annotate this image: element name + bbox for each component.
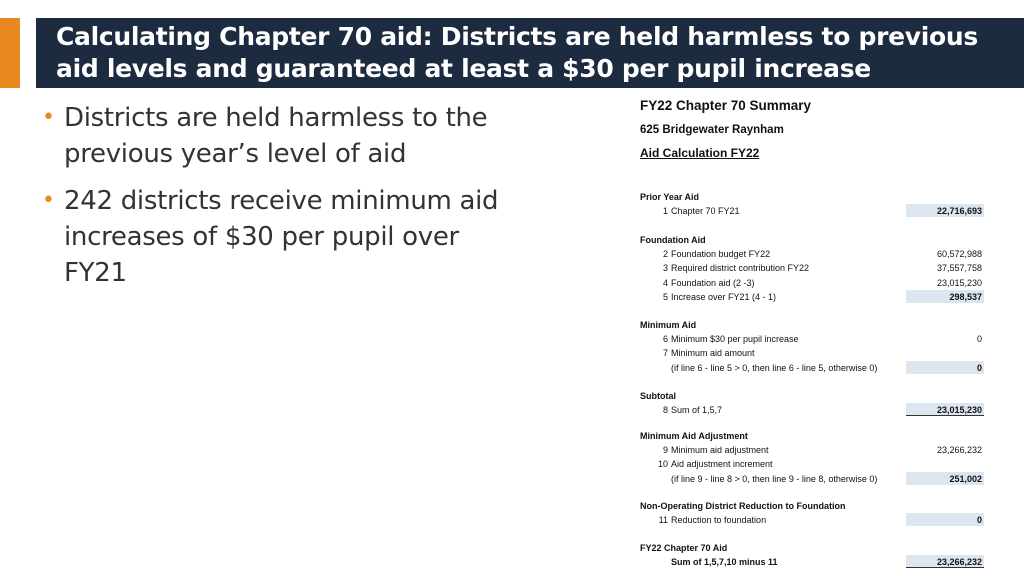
table-row (640, 346, 990, 360)
line-label: Aid adjustment increment (671, 459, 773, 470)
section-subtotal (640, 389, 990, 417)
line-number: 3 (662, 263, 668, 274)
line-value: 0 (906, 361, 984, 374)
district-name: 625 Bridgewater Raynham (640, 124, 784, 136)
table-row (640, 247, 990, 261)
table-row (640, 403, 990, 417)
accent-bar (0, 18, 20, 88)
line-number: 10 (657, 459, 668, 470)
section-prior-year (640, 190, 990, 218)
table-row (640, 443, 990, 457)
table-row (640, 513, 990, 527)
section-heading: Subtotal (640, 391, 676, 401)
line-value: 298,537 (906, 290, 984, 303)
bullet-dot-icon: • (42, 188, 55, 213)
line-value: 23,015,230 (936, 277, 982, 288)
line-number: 7 (662, 348, 668, 359)
line-number: 8 (662, 405, 668, 416)
table-row (640, 204, 990, 218)
line-value: 37,557,758 (936, 263, 982, 274)
section-heading: Minimum Aid Adjustment (640, 431, 748, 441)
chapter70-summary-table (640, 96, 990, 568)
line-value: 60,572,988 (936, 249, 982, 260)
table-row (640, 290, 990, 304)
section-minimum-aid-adjustment (640, 429, 990, 486)
line-number: 4 (662, 277, 668, 288)
line-note: (if line 9 - line 8 > 0, then line 9 - line 8, otherwise 0) (671, 473, 878, 484)
bullet-dot-icon: • (42, 105, 55, 130)
line-number: 1 (662, 206, 668, 217)
line-number: 11 (658, 515, 668, 526)
section-heading: Minimum Aid (640, 320, 697, 330)
line-label: Increase over FY21 (4 - 1) (671, 291, 777, 302)
section-heading: Non-Operating District Reduction to Foundation (640, 501, 846, 511)
line-label: Sum of 1,5,7 (671, 405, 723, 416)
title-banner (36, 18, 1024, 88)
bullet-list (40, 100, 510, 302)
line-label: Minimum aid amount (671, 348, 755, 359)
section-heading: FY22 Chapter 70 Aid (640, 543, 728, 553)
line-value: 22,716,693 (906, 204, 984, 217)
section-fy22-chapter70-aid (640, 541, 990, 569)
line-number: 2 (662, 249, 668, 260)
line-label: Required district contribution FY22 (671, 263, 810, 274)
table-row (640, 276, 990, 290)
section-heading: Foundation Aid (640, 235, 706, 245)
line-value: 23,266,232 (906, 555, 984, 568)
slide-title: Calculating Chapter 70 aid: Districts are held harmless to previous aid levels and guaranteed at least a $30 per pupil increase (56, 22, 978, 83)
bullet-item (40, 183, 510, 291)
line-value: 0 (906, 513, 984, 526)
bullet-item (40, 100, 510, 172)
line-label: Reduction to foundation (671, 515, 767, 526)
table-row (640, 457, 990, 471)
table-row (640, 332, 990, 346)
line-number: 5 (662, 291, 668, 302)
table-row (640, 261, 990, 275)
line-number: 9 (662, 445, 668, 456)
line-label: Chapter 70 FY21 (671, 206, 740, 217)
calc-heading: Aid Calculation FY22 (640, 146, 760, 160)
line-value: 251,002 (906, 472, 984, 485)
line-value: 23,266,232 (936, 445, 982, 456)
section-foundation (640, 233, 990, 304)
line-label: Sum of 1,5,7,10 minus 11 (671, 557, 778, 568)
bullet-text: Districts are held harmless to the previous year’s level of aid (64, 103, 488, 169)
line-value: 0 (976, 334, 982, 345)
summary-title: FY22 Chapter 70 Summary (640, 98, 812, 113)
table-row (640, 361, 990, 375)
table-row (640, 555, 990, 569)
line-label: Minimum aid adjustment (671, 445, 769, 456)
section-minimum-aid (640, 318, 990, 375)
line-note: (if line 6 - line 5 > 0, then line 6 - line 5, otherwise 0) (671, 362, 878, 373)
line-label: Minimum $30 per pupil increase (671, 334, 799, 345)
line-number: 6 (662, 334, 668, 345)
line-label: Foundation budget FY22 (671, 249, 771, 260)
section-non-operating-reduction (640, 499, 990, 527)
table-row (640, 472, 990, 486)
line-value: 23,015,230 (906, 403, 984, 416)
bullet-text: 242 districts receive minimum aid increases of $30 per pupil over FY21 (64, 186, 499, 288)
line-label: Foundation aid (2 -3) (671, 277, 755, 288)
section-heading: Prior Year Aid (640, 192, 700, 202)
